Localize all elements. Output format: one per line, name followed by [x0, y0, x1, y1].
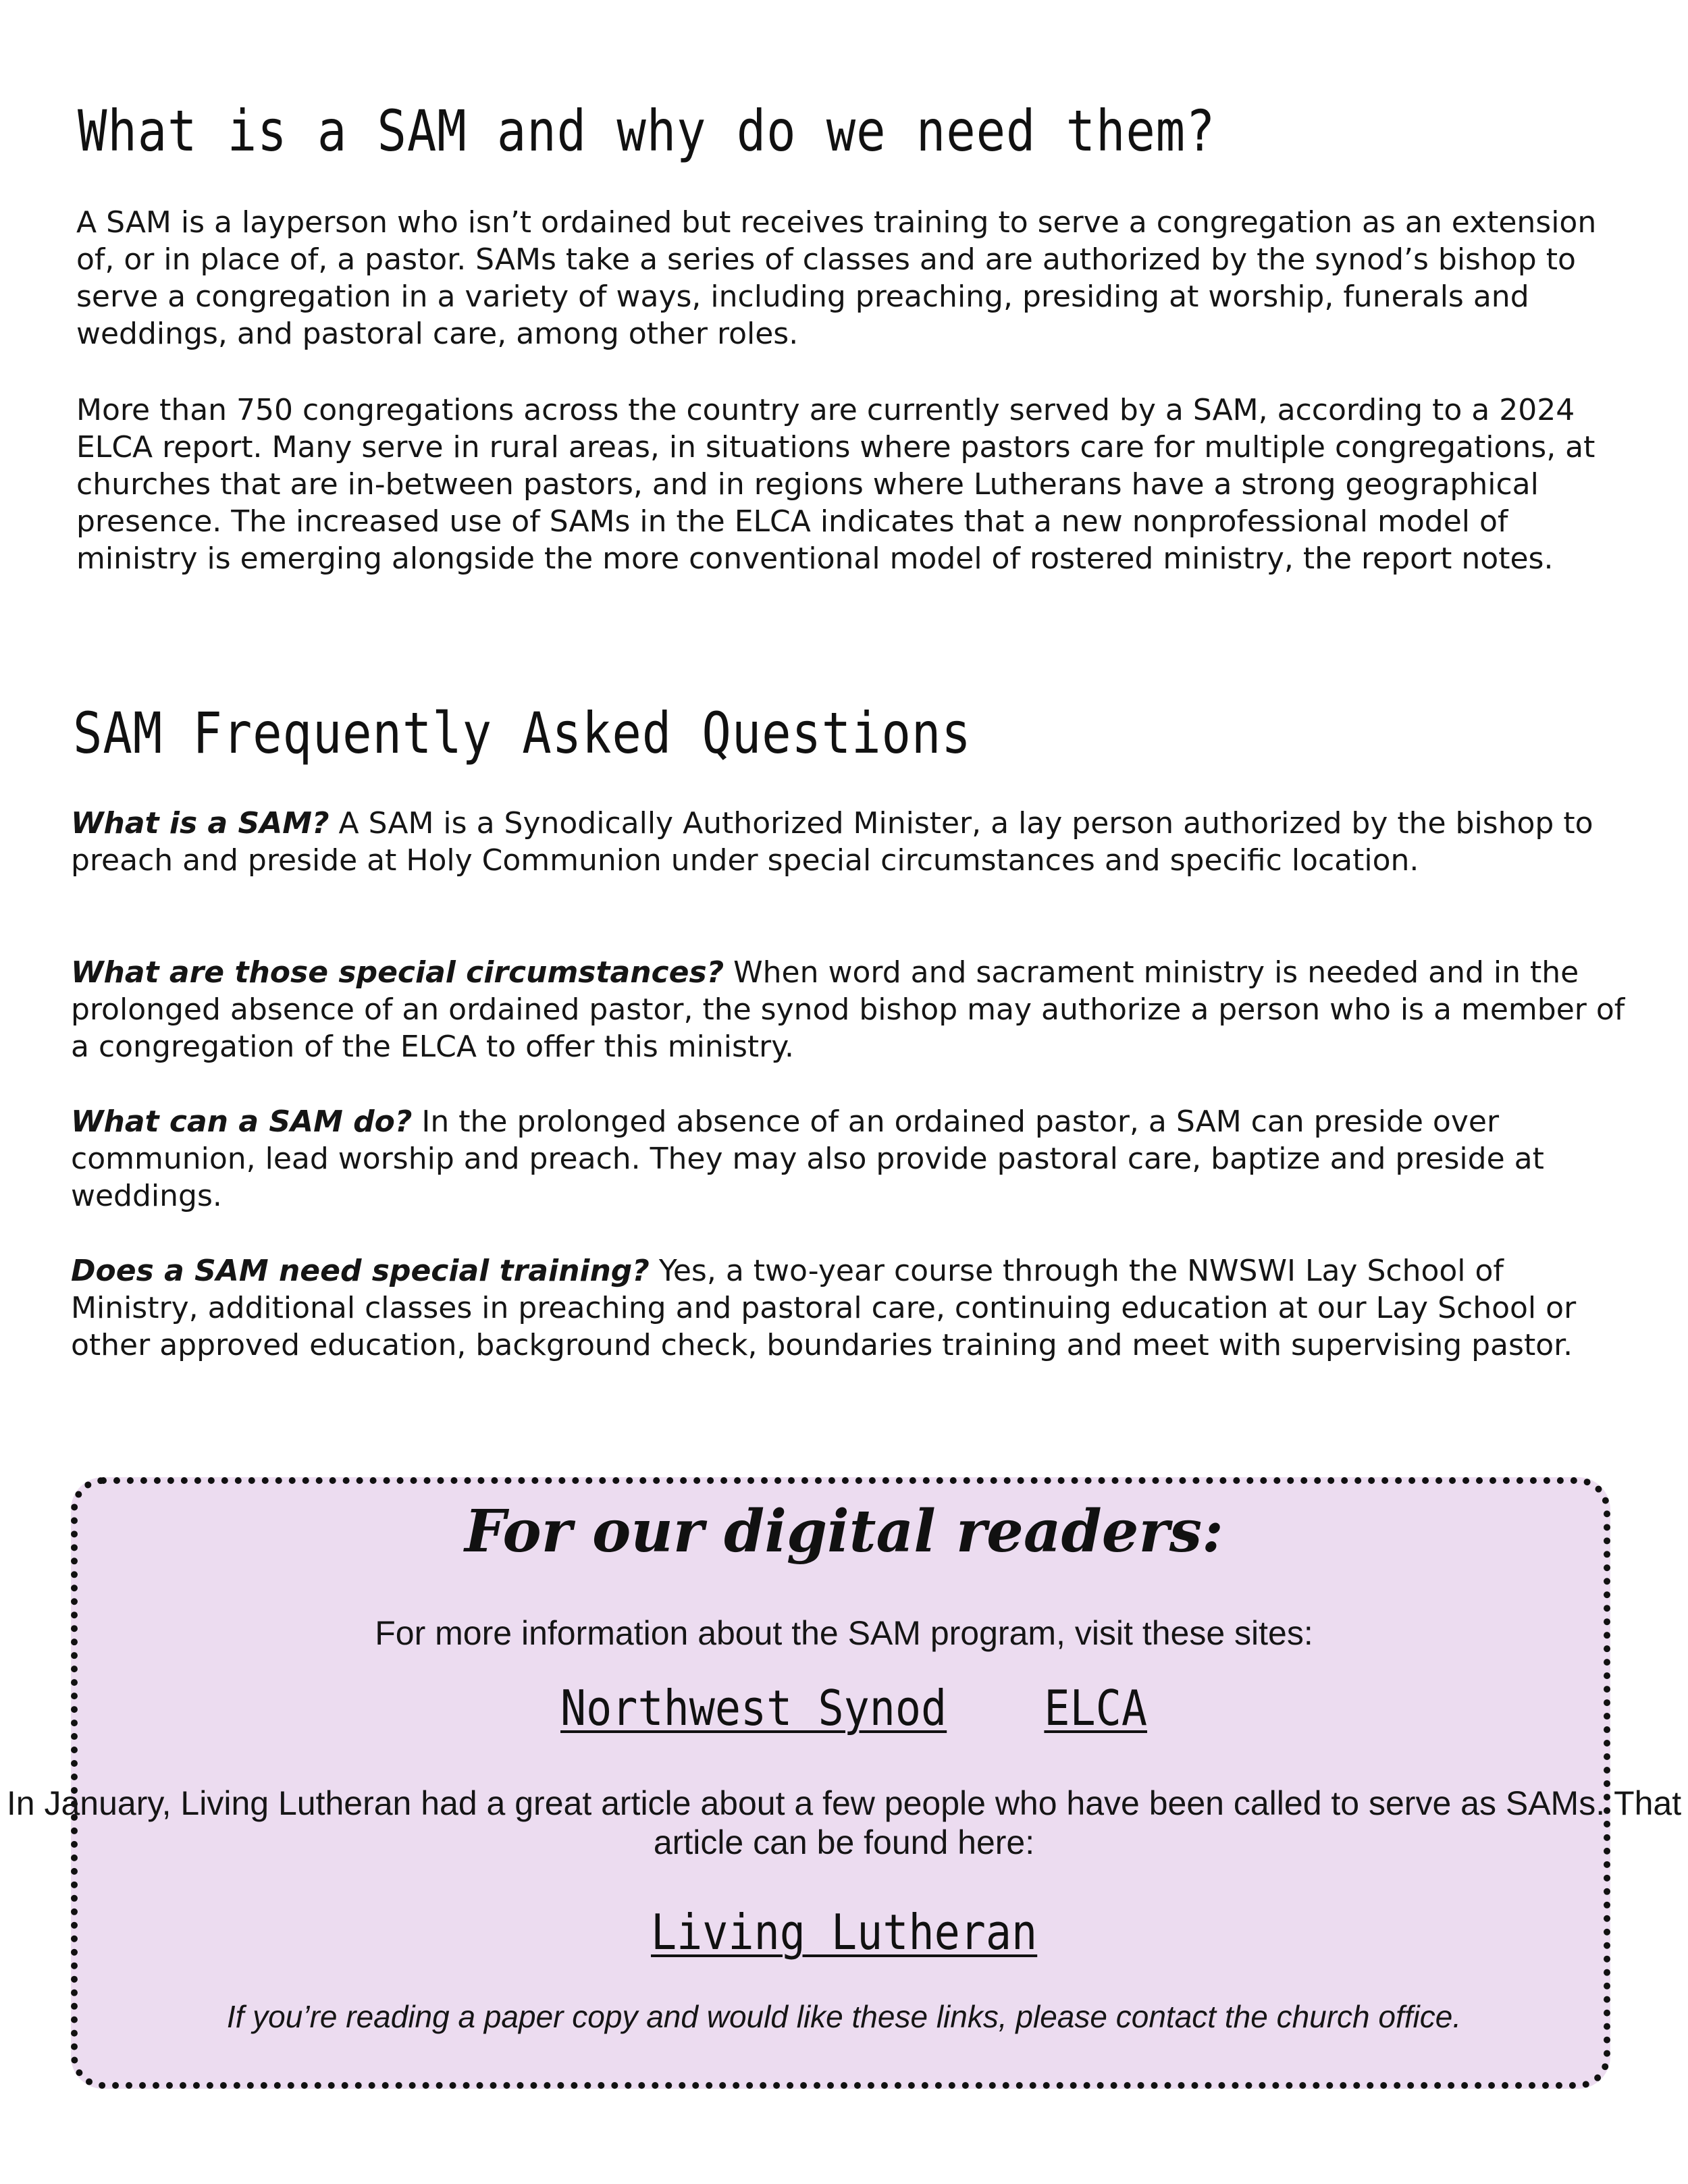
faq-answer: A SAM is a Synodically Authorized Minister, a lay person authorized by the bishop to preach and preside at Holy Communion under special circumstances and specific location. [71, 806, 1593, 878]
section-title-faq: SAM Frequently Asked Questions [73, 700, 972, 766]
faq-question: What can a SAM do? [71, 1104, 413, 1139]
site-links-row [0, 1680, 1688, 1736]
northwest-synod-link[interactable]: Northwest Synod [560, 1680, 947, 1736]
digital-readers-box [71, 1477, 1610, 2089]
section-title-what-is-sam: What is a SAM and why do we need them? [78, 98, 1216, 164]
living-lutheran-link-row [0, 1904, 1688, 1961]
faq-question: What is a SAM? [71, 806, 329, 841]
paper-copy-footnote: If you’re reading a paper copy and would like these links, please contact the church office. [226, 1999, 1462, 2034]
elca-link[interactable]: ELCA [1044, 1680, 1147, 1736]
digital-readers-intro: For more information about the SAM program, visit these sites: [375, 1614, 1313, 1652]
faq-answer: When word and sacrament ministry is needed and in the prolonged absence of an ordained pastor, the synod bishop may authorize a person who is a member of a congregation of the ELCA to offer this ministry. [71, 955, 1625, 1064]
faq-item [71, 1252, 1631, 1364]
faq-item [71, 805, 1631, 879]
faq-question: What are those special circumstances? [71, 955, 724, 990]
faq-answer: In the prolonged absence of an ordained pastor, a SAM can preside over communion, lead worship and preach. They may also provide pastoral care, baptize and preside at weddings. [71, 1104, 1544, 1213]
living-lutheran-article-text: In January, Living Lutheran had a great article about a few people who have been called to serve as SAMs. That article can be found here: [6, 1784, 1682, 1861]
intro-paragraph-1: A SAM is a layperson who isn’t ordained but receives training to serve a congregation as an extension of, or in place of, a pastor. SAMs take a series of classes and are authorized by the synod’s bishop to serve a congregation in a variety of ways, including preaching, presiding at worship, funerals and weddings, and pastoral care, among other roles. [76, 205, 1597, 351]
intro-paragraph-2: More than 750 congregations across the country are currently served by a SAM, according to a 2024 ELCA report. Many serve in rural areas, in situations where pastors care for multiple congregations, at churches that are in-between pastors, and in regions where Lutherans have a strong geographical presence. The increased use of SAMs in the ELCA indicates that a new nonprofessional model of ministry is emerging alongside the more conventional model of rostered ministry, the report notes. [76, 393, 1595, 576]
faq-item [71, 954, 1631, 1065]
faq-item [71, 1103, 1631, 1215]
faq-question: Does a SAM need special training? [71, 1254, 650, 1288]
digital-readers-title: For our digital readers: [465, 1497, 1223, 1566]
living-lutheran-link[interactable]: Living Lutheran [650, 1904, 1038, 1961]
faq-answer: Yes, a two-year course through the NWSWI Lay School of Ministry, additional classes in preaching and pastoral care, continuing education at our Lay School or other approved education, background check, boundaries training and meet with supervising pastor. [71, 1254, 1577, 1362]
